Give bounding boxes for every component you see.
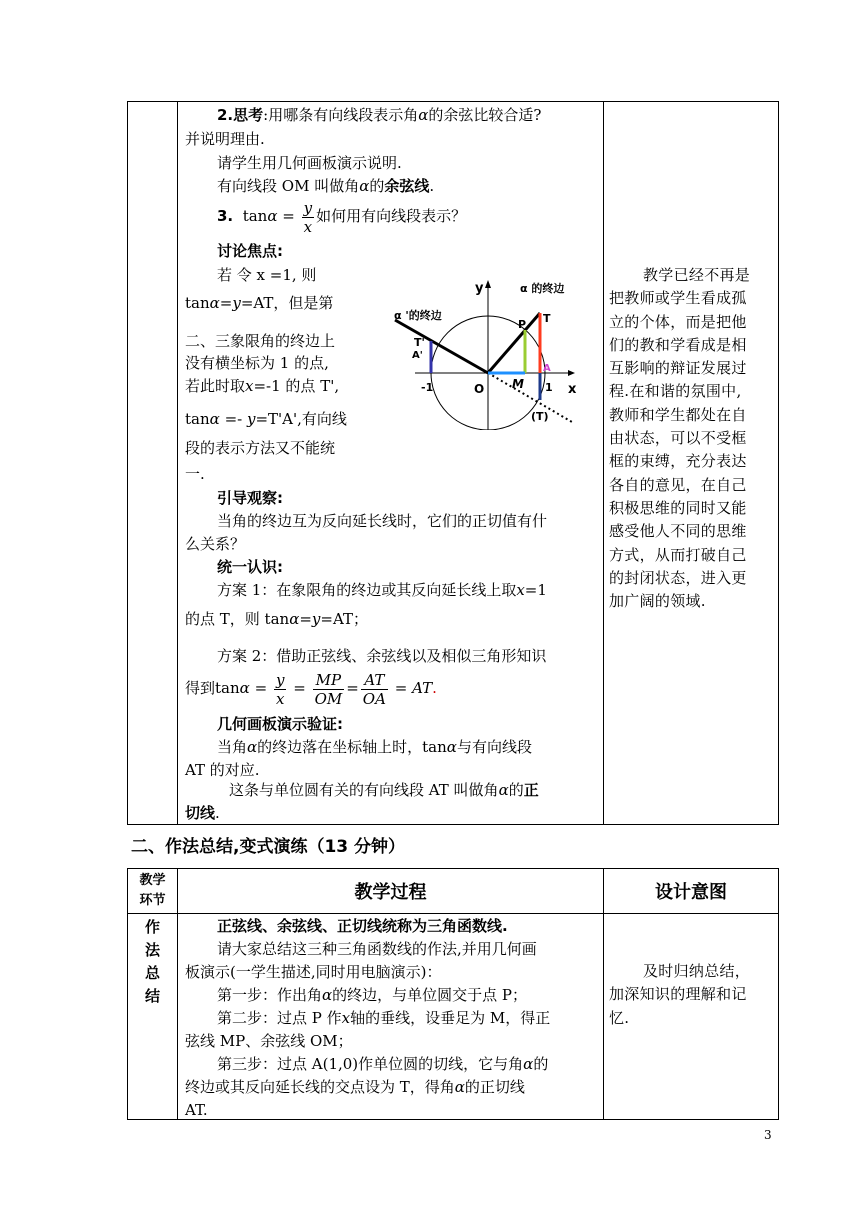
- label-x: x: [568, 382, 577, 397]
- summary-design-intent: 及时归纳总结， 加深知识的理解和记 忆.: [609, 962, 751, 1027]
- focus-line-6: tanα =- y=T'A',有向线: [185, 410, 347, 428]
- guide-line-2: 么关系？: [185, 535, 246, 553]
- table2-top-border: [127, 868, 779, 869]
- label-m: M: [512, 377, 524, 391]
- label-t-prime: T': [414, 336, 425, 349]
- plan1-line-1: 方案 1：在象限角的终边或其反向延长线上取x=1: [217, 581, 547, 599]
- focus-title: 讨论焦点:: [217, 242, 283, 260]
- focus-line-3: 二、三象限角的终边上: [185, 332, 336, 350]
- tangent-def-line-2: 切线.: [185, 804, 220, 822]
- unify-title: 统一认识:: [217, 558, 283, 576]
- tangent-def-line-1: 这条与单位圆有关的有向线段 AT 叫做角α的正: [229, 781, 539, 799]
- guide-line-1: 当角的终边互为反向延长线时，它们的正切值有什: [217, 512, 548, 530]
- header-design-intent: 设计意图: [655, 882, 727, 903]
- guide-title: 引导观察:: [217, 489, 283, 507]
- focus-line-7: 段的表示方法又不能统: [185, 439, 336, 457]
- step-1-line: 第一步：作出角α的终边，与单位圆交于点 P；: [217, 986, 528, 1004]
- header-teaching-process: 教学过程: [354, 882, 427, 903]
- question-3: 3. tanα = $\frac{y}{x}$ 如何用有向线段表示？: [217, 198, 467, 236]
- table2-bottom-border: [127, 1119, 779, 1120]
- reason-line: 并说明理由.: [185, 130, 265, 148]
- plan2-line-2: 得到tanα = $\frac{y}{x}$ = $\frac{MP}{OM}$ = $\frac{AT}{OA}$ = AT.: [185, 670, 437, 708]
- label-p: P: [518, 318, 527, 331]
- step-3-line-b: 终边或其反向延长线的交点设为 T，得角α的正切线: [185, 1078, 525, 1096]
- header-teaching-stage: 教学 环节: [139, 873, 166, 908]
- label-alpha-terminal: α 的终边: [520, 282, 565, 295]
- label-a: A: [543, 363, 551, 374]
- focus-line-8: 一.: [185, 465, 205, 483]
- focus-line-4: 没有横坐标为 1 的点,: [185, 354, 329, 372]
- table1-right-border: [778, 101, 779, 825]
- table1-left-border: [127, 101, 128, 825]
- reverse-extension: [488, 373, 572, 422]
- table1-col-divider-2: [603, 101, 604, 825]
- summary-bold-line: 正弦线、余弦线、正切线统称为三角函数线.: [217, 917, 508, 935]
- step-3-line: 第三步：过点 A(1,0)作单位圆的切线，它与角α的: [217, 1055, 549, 1073]
- summary-line-3: 板演示(一学生描述,同时用电脑演示)：: [185, 963, 442, 981]
- label-neg-one: -1: [421, 381, 434, 394]
- step-2-line-b: 弦线 MP、余弦线 OM；: [185, 1032, 353, 1050]
- label-one: 1: [545, 381, 553, 394]
- step-2-line: 第二步：过点 P 作x轴的垂线，设垂足为 M，得正: [217, 1009, 551, 1027]
- table1-col-divider-1: [177, 101, 178, 825]
- label-t: T: [543, 312, 551, 325]
- page-number: 3: [764, 1128, 772, 1142]
- summary-line-2: 请大家总结这三种三角函数线的作法,并用几何画: [217, 940, 537, 958]
- label-paren-t: (T): [531, 410, 549, 423]
- x-axis-arrow: [568, 370, 575, 376]
- cosine-def-line: 有向线段 OM 叫做角α的余弦线.: [217, 177, 435, 195]
- focus-line-2: tanα=y=AT，但是第: [185, 294, 334, 312]
- table2-right-border: [778, 868, 779, 1120]
- design-intent-text: 教学已经不再是 把教师或学生看成孤 立的个体，而是把他 们的教和学看成是相 互影响的辩证发展过 程.在和谐的氛围中, 教师和学生都处在自 由状态，可以不受框 框的束缚，充分表达 各自的意见，在自己 积极思维的同时又能 感受他人不同的思维 方式，从而打破自己 的封闭状态，进入更 加广阔的领域.: [609, 266, 751, 611]
- plan1-line-2: 的点 T，则 tanα=y=AT；: [185, 610, 368, 628]
- alpha-prime-terminal-side: [395, 320, 488, 373]
- label-alpha-prime-terminal: α '的终边: [394, 309, 442, 322]
- unit-circle-figure: [390, 270, 595, 430]
- verify-title: 几何画板演示验证:: [217, 715, 343, 733]
- y-axis-arrow: [485, 280, 491, 288]
- stage-label: 作 法 总 结: [144, 918, 160, 1005]
- think-line: 2.思考:用哪条有向线段表示角α的余弦比较合适?: [217, 106, 542, 124]
- focus-line-5: 若此时取x=-1 的点 T',: [185, 377, 340, 395]
- label-y: y: [475, 281, 484, 296]
- verify-line-1: 当角α的终边落在坐标轴上时，tanα与有向线段: [217, 738, 532, 756]
- table2-header-divider: [127, 913, 779, 914]
- verify-line-2: AT 的对应.: [185, 761, 260, 779]
- table1-top-border: [127, 101, 779, 102]
- focus-line-1: 若 令 x =1, 则: [217, 266, 317, 284]
- plan2-line-1: 方案 2：借助正弦线、余弦线以及相似三角形知识: [217, 647, 547, 665]
- section-heading: 二、作法总结,变式演练（13 分钟）: [131, 837, 406, 857]
- label-a-prime: A': [412, 350, 423, 361]
- table1-bottom-border: [127, 824, 779, 825]
- demo-line: 请学生用几何画板演示说明.: [217, 154, 402, 172]
- step-3-line-c: AT.: [185, 1101, 208, 1119]
- label-o: O: [474, 382, 485, 396]
